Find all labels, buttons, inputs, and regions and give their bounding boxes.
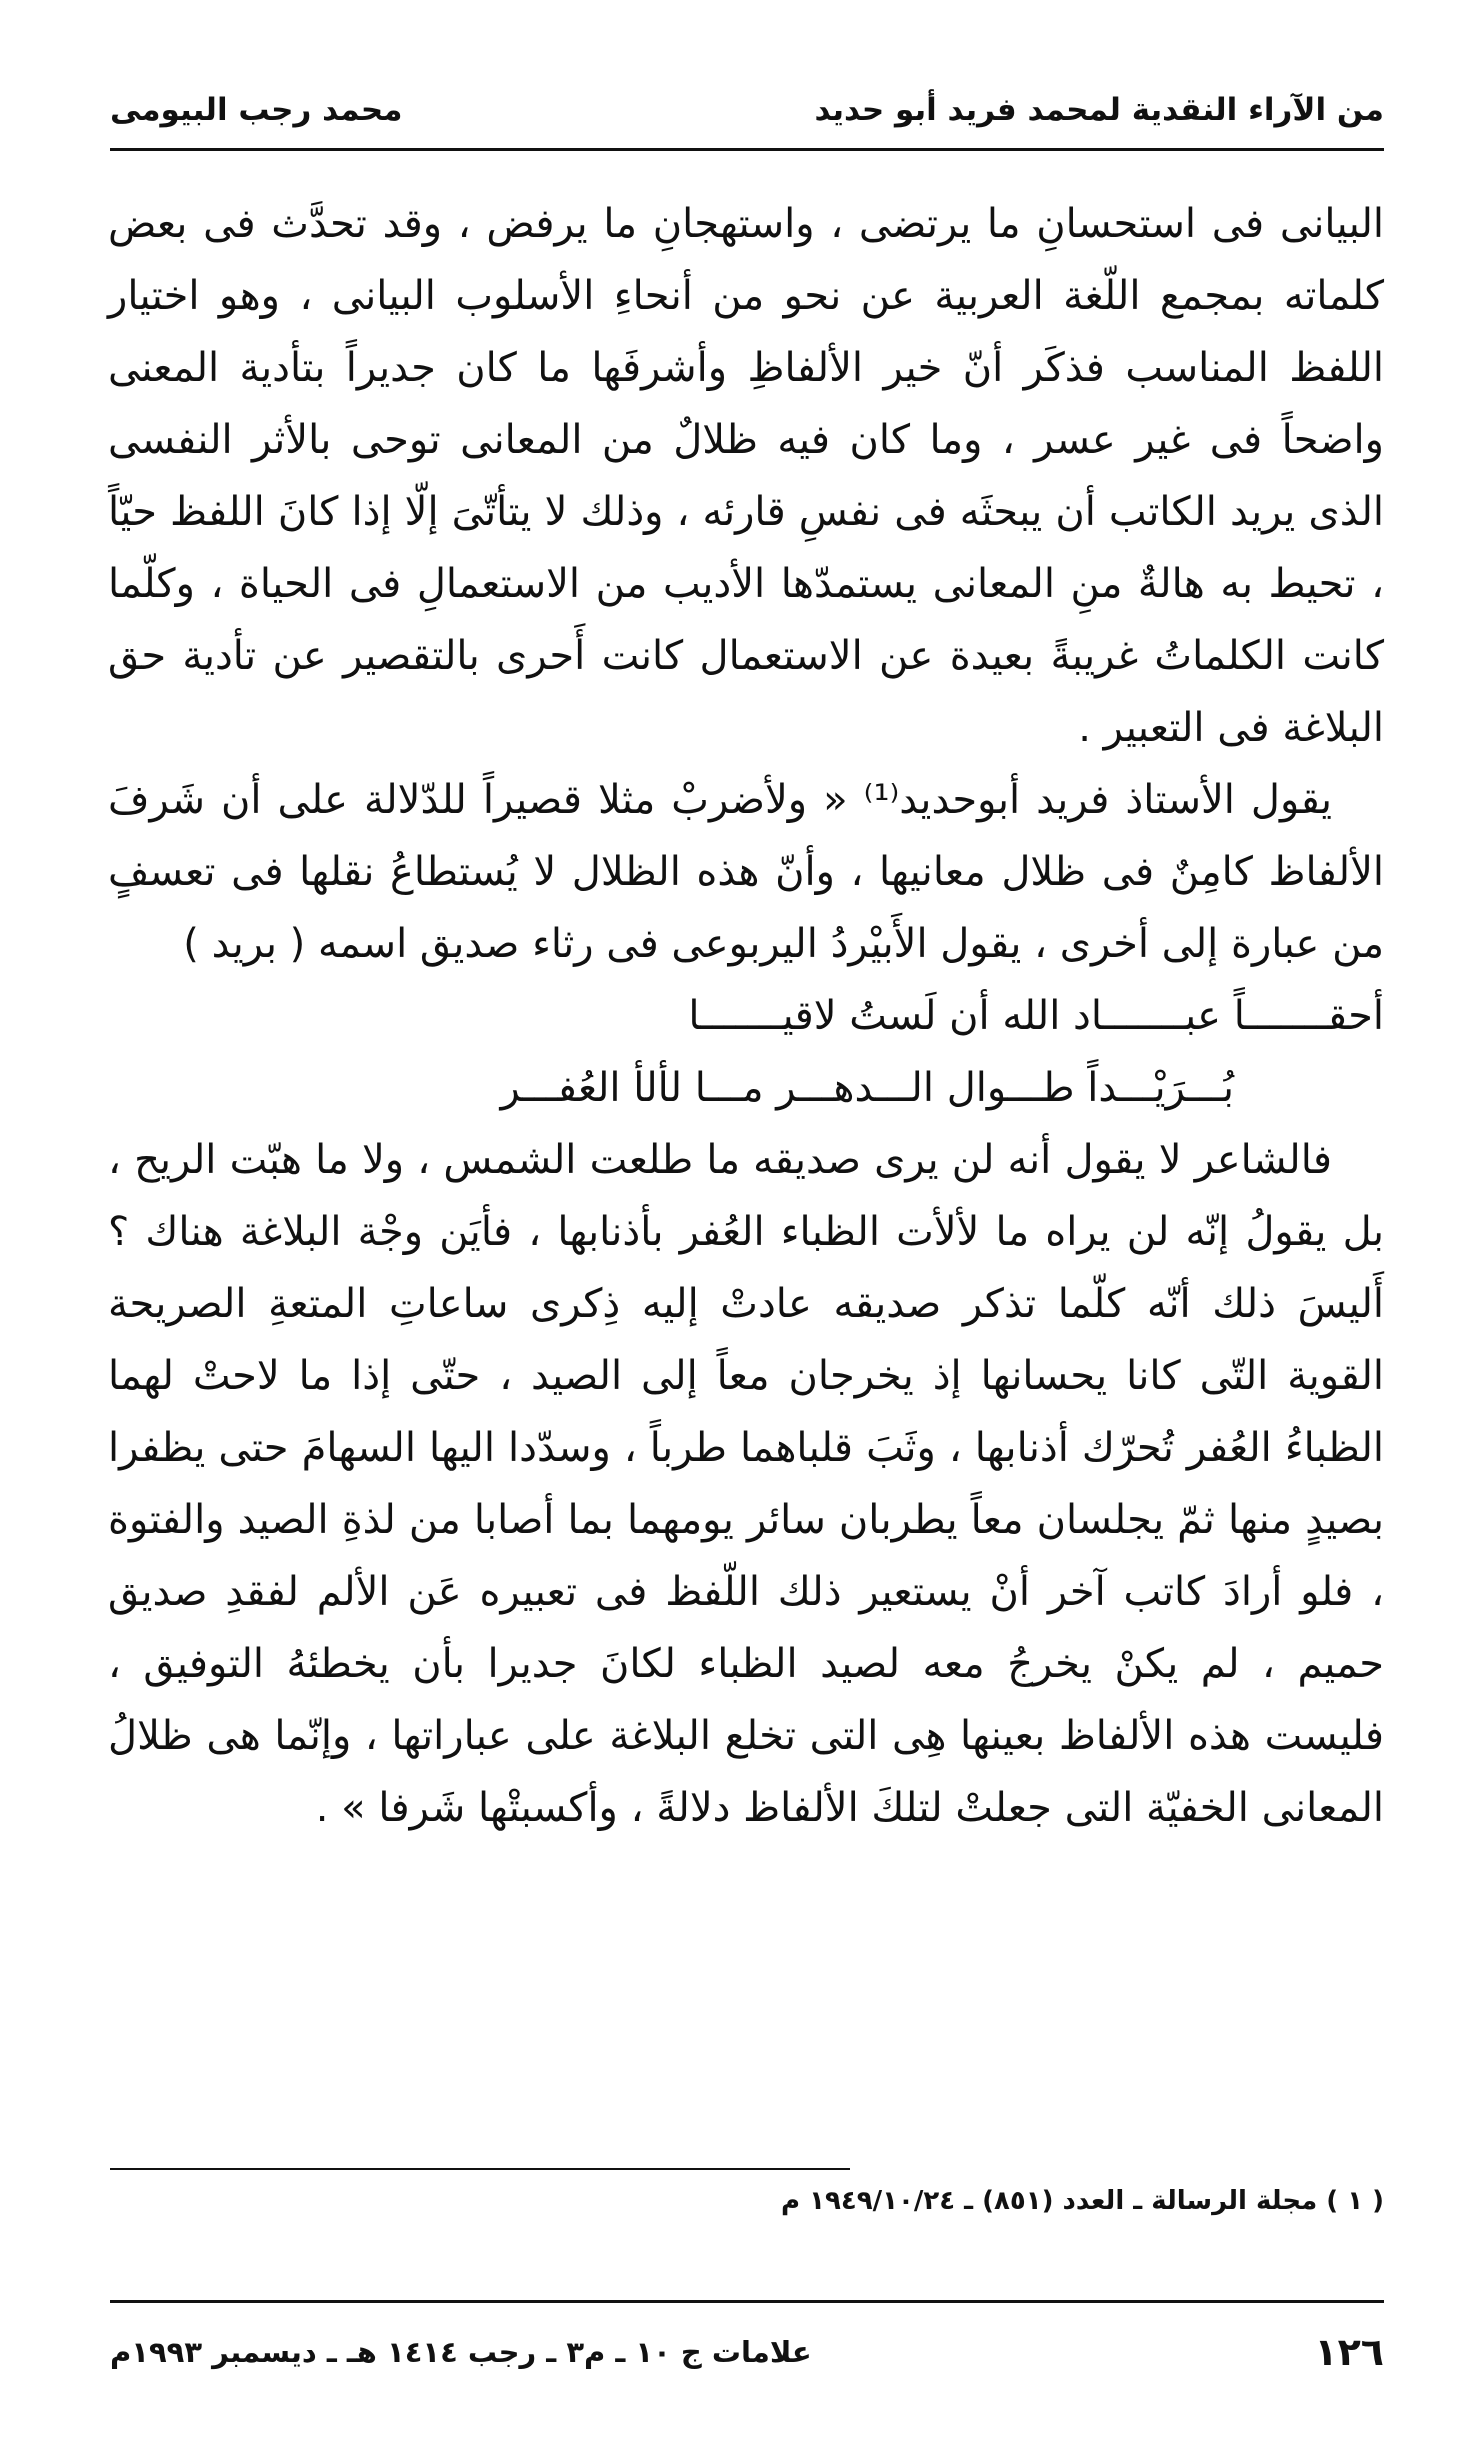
body-paragraph-3: فالشاعر لا يقول أنه لن يرى صديقه ما طلعت الشمس ، ولا ما هبّت الريح ، بل يقولُ إنّه لن يراه ما لألأت الظباء العُفر بأذنابها ، فأيَن وجْة البلاغة هناك ؟ أَليسَ ذلك أنّه كلّما تذكر صديقه عادتْ إليه ذِكرى ساعاتِ المتعةِ الصريحة القوية التّى كانا يحسانها إذ يخرجان معاً إلى الصيد ، حتّى إذا ما لاحتْ لهما الظباءُ العُفر تُحرّك أذنابها ، وثَبَ قلباهما طرباً ، وسدّدا اليها السهامَ حتى يظفرا بصيدٍ منها ثمّ يجلسان معاً يطربان سائر يومهما بما أصابا من لذةِ الصيد والفتوة ، فلو أرادَ كاتب آخر أنْ يستعير ذلك اللّفظ فى تعبيره عَن الألم لفقدِ صديق حميم ، لم يكنْ يخرجُ معه لصيد الظباء لكانَ جديرا بأن يخطئهُ التوفيق ، فليست هذه الألفاظ بعينها هِى التى تخلع البلاغة على عباراتها ، وإنّما هى ظلالُ المعانى الخفيّة التى جعلتْ لتلكَ الألفاظ دلالةً ، وأكسبتْها شَرفا » . bbox=[108, 1137, 1384, 1831]
header-rule bbox=[110, 148, 1384, 151]
verse-second-hemistich: بُـــرَيْـــداً طـــوال الـــدهـــر مـــا لألأ العُفـــر bbox=[500, 1065, 1234, 1111]
poem-verse bbox=[108, 980, 1384, 1124]
running-header bbox=[110, 92, 1384, 128]
page-number: ١٢٦ bbox=[1314, 2330, 1384, 2374]
body-paragraph-1: البيانى فى استحسانِ ما يرتضى ، واستهجانِ ما يرفض ، وقد تحدَّث فى بعض كلماته بمجمع اللّغة العربية عن نحو من أنحاءِ الأسلوب البيانى ، وهو اختيار اللفظ المناسب فذكَر أنّ خير الألفاظِ وأشرفَها ما كان جديراً بتأدية المعنى واضحاً فى غير عسر ، وما كان فيه ظلالٌ من المعانى توحى بالأثر النفسى الذى يريد الكاتب أن يبحثَه فى نفسِ قارئه ، وذلك لا يتأتّىَ إلّا إذا كانَ اللفظ حيّاً ، تحيط به هالةٌ منِ المعانى يستمدّها الأديب من الاستعمالِ فى الحياة ، وكلّما كانت الكلماتُ غريبةً بعيدة عن الاستعمال كانت أَحرى بالتقصير عن تأدية حق البلاغة فى التعبير . bbox=[108, 201, 1384, 751]
body-paragraph-2: يقول الأستاذ فريد أبوحديد⁽¹⁾ « ولأضربْ مثلا قصيراً للدّلالة على أن شَرفَ الألفاظ كامِنٌ فى ظلال معانيها ، وأنّ هذه الظلال لا يُستطاعُ نقلها فى تعسفٍ من عبارة إلى أخرى ، يقول الأَبيْردُ اليربوعى فى رثاء صديق اسمه ( بريد ) bbox=[108, 777, 1384, 967]
header-article-title: من الآراء النقدية لمحمد فريد أبو حديد bbox=[814, 92, 1384, 128]
article-body bbox=[108, 188, 1384, 1844]
footer-rule bbox=[110, 2300, 1384, 2303]
running-footer bbox=[110, 2330, 1384, 2374]
journal-issue-info: علامات ج ١٠ ـ م٣ ـ رجب ١٤١٤ هـ ـ ديسمبر ١٩٩٣م bbox=[110, 2335, 812, 2369]
footnote: ( ١ ) مجلة الرسالة ـ العدد (٨٥١) ـ ١٩٤٩/١٠/٢٤ م bbox=[781, 2186, 1384, 2216]
footnote-rule bbox=[110, 2168, 850, 2170]
header-author-name: محمد رجب البيومى bbox=[110, 92, 403, 128]
verse-first-hemistich: أحقـــــــاً عبـــــــاد الله أن لَستُ لاقيـــــــا bbox=[688, 993, 1384, 1039]
